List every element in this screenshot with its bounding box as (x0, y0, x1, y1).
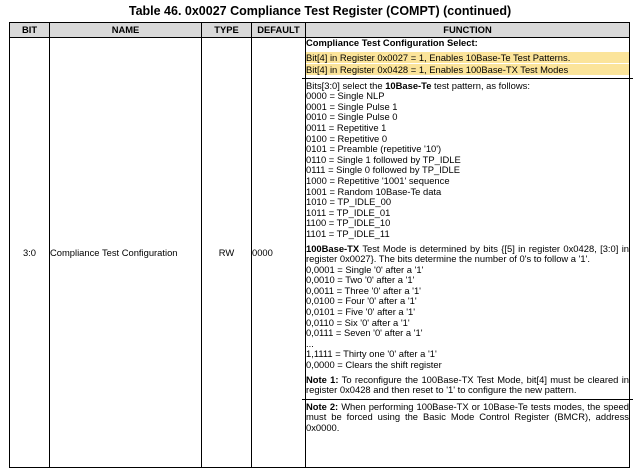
tx-pattern-item: 0,0101 = Five '0' after a '1' (306, 306, 416, 318)
te-pattern-item: 0100 = Repetitive 0 (306, 132, 388, 144)
highlight-block (306, 52, 629, 75)
te-pattern-list (306, 91, 629, 239)
te-pattern-item: 1011 = TP_IDLE_01 (306, 206, 391, 218)
function-header: Compliance Test Configuration Select: (306, 37, 478, 48)
te-pattern-item: 1001 = Random 10Base-Te data (306, 185, 442, 197)
column-header-bit: BIT (10, 23, 50, 38)
divider (302, 399, 633, 400)
tx-pattern-list (306, 265, 629, 371)
tx-pattern-item: 0,0011 = Three '0' after a '1' (306, 284, 421, 296)
function-cell (306, 38, 630, 468)
tx-pattern-item: 0,0110 = Six '0' after a '1' (306, 316, 410, 328)
tx-pattern-item: 0,0010 = Two '0' after a '1' (306, 274, 415, 286)
te-pattern-item: 0101 = Preamble (repetitive '10') (306, 143, 442, 155)
highlight-line-1: Bit[4] in Register 0x0027 = 1, Enables 10Base-Te Test Patterns. (306, 52, 629, 63)
divider (302, 78, 633, 79)
note-1: Note 1: To reconfigure the 100Base-TX Test Mode, bit[4] must be cleared in register 0x0428 and then reset to '1' to configure the new pattern. (306, 373, 629, 396)
name-cell: Compliance Test Configuration (50, 38, 202, 468)
te-pattern-item: 0110 = Single 1 followed by TP_IDLE (306, 153, 461, 165)
tx-pattern-item: 1,1111 = Thirty one '0' after a '1' (306, 348, 437, 360)
tx-pattern-item: 0,0111 = Seven '0' after a '1' (306, 327, 423, 339)
tx-pattern-item: 0,0100 = Four '0' after a '1' (306, 295, 417, 307)
tx-pattern-item: 0,0000 = Clears the shift register (306, 359, 442, 371)
te-pattern-item: 0001 = Single Pulse 1 (306, 100, 398, 112)
highlight-line-2: Bit[4] in Register 0x0428 = 1, Enables 100Base-TX Test Modes (306, 64, 629, 75)
te-pattern-item: 1101 = TP_IDLE_11 (306, 227, 390, 239)
register-table (9, 22, 630, 468)
te-pattern-item: 0011 = Repetitive 1 (306, 121, 387, 133)
te-pattern-item: 1000 = Repetitive '1001' sequence (306, 174, 450, 186)
type-cell: RW (202, 38, 252, 468)
column-header-name: NAME (50, 23, 202, 38)
column-header-function: FUNCTION (306, 23, 630, 38)
note-2: Note 2: When performing 100Base-TX or 10Base-Te tests modes, the speed must be forced using the Basic Mode Control Register (BMCR), address 0x0000. (306, 400, 629, 433)
te-pattern-item: 0111 = Single 0 followed by TP_IDLE (306, 164, 461, 176)
te-pattern-item: 1100 = TP_IDLE_10 (306, 217, 391, 229)
table-row (10, 38, 630, 468)
te-pattern-item: 0000 = Single NLP (306, 90, 385, 102)
te-intro: Bits[3:0] select the 10Base-Te test pattern, as follows: (306, 79, 530, 91)
default-cell: 0000 (252, 38, 306, 468)
header-row (10, 23, 630, 38)
column-header-type: TYPE (202, 23, 252, 38)
tx-pattern-item: ... (306, 337, 314, 349)
bit-cell: 3:0 (10, 38, 50, 468)
table-title: Table 46. 0x0027 Compliance Test Register (COMPT) (continued) (128, 4, 512, 18)
column-header-default: DEFAULT (252, 23, 306, 38)
tx-pattern-item: 0,0001 = Single '0' after a '1' (306, 263, 424, 275)
te-pattern-item: 1010 = TP_IDLE_00 (306, 196, 392, 208)
tx-intro: 100Base-TX Test Mode is determined by bits {[5] in register 0x0428, [3:0] in register 0x0027}. The bits determine the number of 0's to follow a '1'. (306, 242, 629, 265)
te-pattern-item: 0010 = Single Pulse 0 (306, 111, 398, 123)
